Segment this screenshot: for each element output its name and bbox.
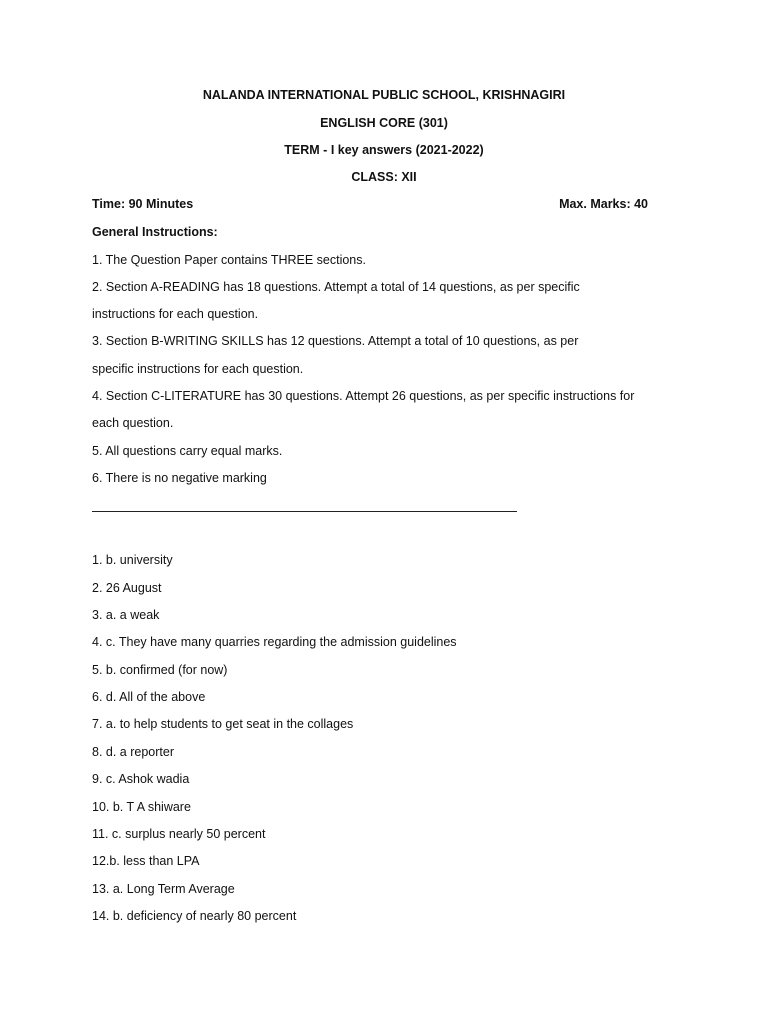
- answer-item: 4. c. They have many quarries regarding the admission guidelines: [92, 635, 457, 649]
- instruction-line: 2. Section A-READING has 18 questions. Attempt a total of 14 questions, as per specific: [92, 280, 580, 294]
- answer-item: 12.b. less than LPA: [92, 854, 200, 868]
- instruction-line: each question.: [92, 416, 174, 430]
- instruction-line: 6. There is no negative marking: [92, 471, 267, 485]
- instructions-heading: General Instructions:: [92, 225, 218, 239]
- instruction-line: 1. The Question Paper contains THREE sections.: [92, 253, 366, 267]
- answer-item: 2. 26 August: [92, 581, 162, 595]
- instruction-line: specific instructions for each question.: [92, 362, 304, 376]
- answer-item: 10. b. T A shiware: [92, 800, 191, 814]
- subject-title: ENGLISH CORE (301): [320, 116, 448, 130]
- school-title: NALANDA INTERNATIONAL PUBLIC SCHOOL, KRISHNAGIRI: [202, 88, 566, 102]
- answer-item: 11. c. surplus nearly 50 percent: [92, 827, 266, 841]
- time-label: Time: 90 Minutes: [92, 197, 194, 211]
- class-title: CLASS: XII: [351, 170, 417, 184]
- answer-item: 9. c. Ashok wadia: [92, 772, 190, 786]
- answer-item: 6. d. All of the above: [92, 690, 206, 704]
- answer-item: 14. b. deficiency of nearly 80 percent: [92, 909, 297, 923]
- answer-item: 1. b. university: [92, 553, 173, 567]
- answer-item: 5. b. confirmed (for now): [92, 663, 228, 677]
- term-title: TERM - I key answers (2021-2022): [284, 143, 484, 157]
- answer-item: 7. a. to help students to get seat in the collages: [92, 717, 354, 731]
- answer-item: 13. a. Long Term Average: [92, 882, 235, 896]
- instruction-line: instructions for each question.: [92, 307, 259, 321]
- answer-item: 3. a. a weak: [92, 608, 160, 622]
- answer-item: 8. d. a reporter: [92, 745, 174, 759]
- section-divider: [92, 511, 517, 512]
- max-marks-label: Max. Marks: 40: [559, 197, 648, 211]
- instruction-line: 5. All questions carry equal marks.: [92, 444, 283, 458]
- instruction-line: 4. Section C-LITERATURE has 30 questions. Attempt 26 questions, as per specific instructions for: [92, 389, 635, 403]
- instruction-line: 3. Section B-WRITING SKILLS has 12 questions. Attempt a total of 10 questions, as per: [92, 334, 579, 348]
